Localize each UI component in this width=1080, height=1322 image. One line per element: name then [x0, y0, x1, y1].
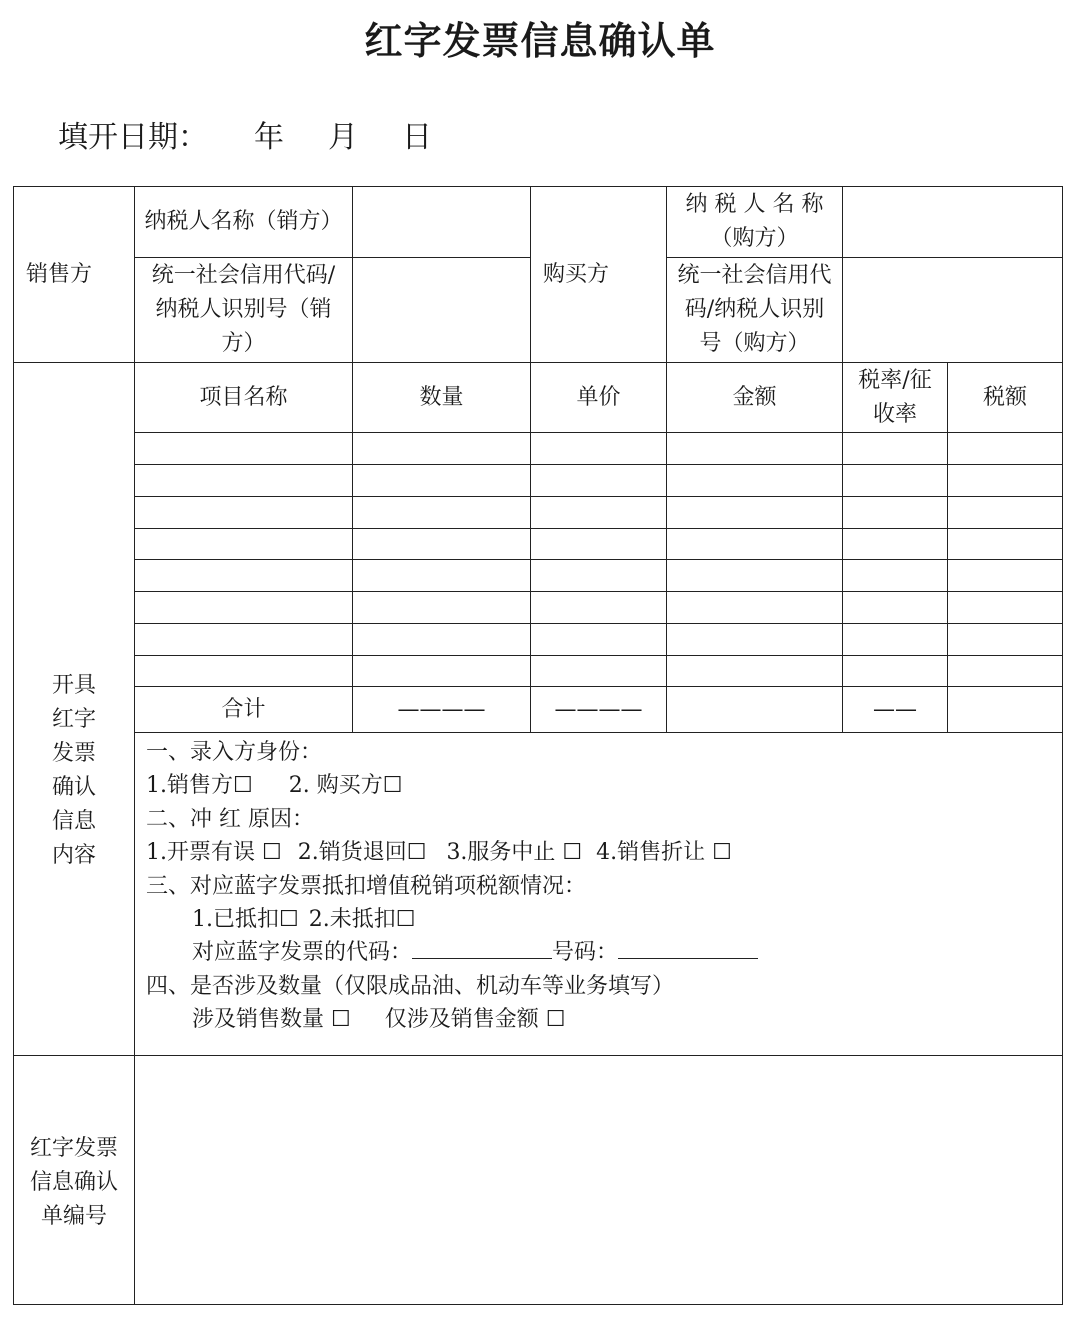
- confirmation-number-field[interactable]: [135, 1056, 1062, 1304]
- seller-name-field[interactable]: [353, 187, 530, 257]
- amount-cell[interactable]: [667, 497, 842, 528]
- item-name-cell[interactable]: [135, 529, 352, 559]
- total-amount[interactable]: [667, 687, 842, 732]
- quantity-cell[interactable]: [353, 560, 530, 591]
- blue-invoice-number-field[interactable]: [618, 936, 758, 959]
- blue-invoice-line: [146, 936, 758, 969]
- items-section-label: 开具 红字 发票 确认 信息 内容: [51, 673, 96, 868]
- amount-cell[interactable]: [667, 624, 842, 655]
- tax-amount-cell[interactable]: [948, 529, 1062, 559]
- seller-name-label: 纳税人名称（销方）: [144, 209, 343, 234]
- blue-invoice-number-label: 号码：: [552, 940, 619, 966]
- item-name-cell[interactable]: [135, 497, 352, 528]
- total-tax-amount[interactable]: [948, 687, 1062, 732]
- reason-service-stop-checkbox[interactable]: 3.服务中止 ☐: [446, 840, 583, 866]
- tax-amount-cell[interactable]: [948, 560, 1062, 591]
- unit-price-cell[interactable]: [531, 433, 666, 464]
- confirmation-number-label: 红字发票 信息确认 单编号: [29, 1136, 118, 1229]
- seller-code-field[interactable]: [353, 258, 530, 362]
- deduction-options: [146, 903, 758, 936]
- tax-amount-cell[interactable]: [948, 656, 1062, 686]
- amount-cell[interactable]: [667, 560, 842, 591]
- unit-price-cell[interactable]: [531, 497, 666, 528]
- item-name-cell[interactable]: [135, 656, 352, 686]
- tax-amount-cell[interactable]: [948, 497, 1062, 528]
- unit-price-cell[interactable]: [531, 529, 666, 559]
- total-label: 合计: [221, 696, 266, 722]
- blue-invoice-code-label: 对应蓝字发票的代码：: [192, 940, 413, 966]
- header-item-name: 项目名称: [199, 384, 288, 410]
- reason-sales-discount-checkbox[interactable]: 4.销售折让 ☐: [596, 840, 732, 866]
- item-name-cell[interactable]: [135, 465, 352, 496]
- item-name-cell[interactable]: [135, 433, 352, 464]
- amount-cell[interactable]: [667, 656, 842, 686]
- form-title: 红字发票信息确认单: [364, 19, 716, 63]
- buyer-section-label: 购买方: [543, 261, 610, 287]
- deduction-question: 三、对应蓝字发票抵扣增值税销项税额情况：: [146, 873, 587, 899]
- header-unit-price: 单价: [576, 384, 621, 410]
- tax-rate-cell[interactable]: [843, 529, 947, 559]
- header-tax-amount: 税额: [982, 384, 1027, 410]
- red-reason-options: [146, 836, 758, 869]
- red-reason-question: 二、冲 红 原因：: [146, 806, 314, 832]
- fill-date-month[interactable]: 月: [328, 120, 358, 155]
- not-deducted-checkbox[interactable]: 2.未抵扣☐: [308, 907, 416, 933]
- involves-quantity-checkbox[interactable]: 涉及销售数量 ☐: [192, 1007, 351, 1033]
- tax-rate-cell[interactable]: [843, 560, 947, 591]
- unit-price-cell[interactable]: [531, 560, 666, 591]
- unit-price-cell[interactable]: [531, 624, 666, 655]
- amount-cell[interactable]: [667, 529, 842, 559]
- option-seller-checkbox[interactable]: 1.销售方☐: [146, 773, 253, 799]
- buyer-name-field[interactable]: [843, 187, 1062, 257]
- buyer-name-label: 纳 税 人 名 称（购方）: [685, 192, 824, 251]
- table-border: [13, 1304, 1063, 1305]
- quantity-cell[interactable]: [353, 656, 530, 686]
- reason-invoice-error-checkbox[interactable]: 1.开票有误 ☐: [146, 840, 282, 866]
- amount-only-checkbox[interactable]: 仅涉及销售金额 ☐: [384, 1007, 566, 1033]
- table-divider: [134, 732, 1063, 733]
- tax-rate-cell[interactable]: [843, 592, 947, 623]
- blue-invoice-code-field[interactable]: [412, 936, 552, 959]
- buyer-code-label: 统一社会信用代码/纳税人识别号（购方）: [677, 263, 832, 356]
- unit-price-cell[interactable]: [531, 465, 666, 496]
- total-tax-rate: ——: [873, 696, 917, 722]
- header-quantity: 数量: [419, 384, 464, 410]
- entry-party-question: 一、录入方身份：: [146, 740, 323, 765]
- tax-rate-cell[interactable]: [843, 465, 947, 496]
- quantity-cell[interactable]: [353, 433, 530, 464]
- deducted-checkbox[interactable]: 1.已抵扣☐: [192, 907, 299, 933]
- header-tax-rate: 税率/征收率: [858, 367, 932, 427]
- quantity-cell[interactable]: [353, 529, 530, 559]
- unit-price-cell[interactable]: [531, 656, 666, 686]
- entry-party-options: [146, 769, 758, 802]
- tax-amount-cell[interactable]: [948, 433, 1062, 464]
- tax-rate-cell[interactable]: [843, 433, 947, 464]
- quantity-cell[interactable]: [353, 497, 530, 528]
- confirmation-details: [146, 736, 758, 1037]
- tax-rate-cell[interactable]: [843, 624, 947, 655]
- item-name-cell[interactable]: [135, 560, 352, 591]
- option-buyer-checkbox[interactable]: 2. 购买方☐: [288, 773, 403, 799]
- seller-code-label: 统一社会信用代码/纳税人识别号（销方）: [151, 263, 336, 356]
- quantity-cell[interactable]: [353, 592, 530, 623]
- quantity-cell[interactable]: [353, 624, 530, 655]
- fill-date-label: 填开日期：: [58, 120, 208, 155]
- unit-price-cell[interactable]: [531, 592, 666, 623]
- tax-amount-cell[interactable]: [948, 592, 1062, 623]
- fill-date-year[interactable]: 年: [254, 120, 284, 155]
- buyer-code-field[interactable]: [843, 258, 1062, 362]
- quantity-question: 四、是否涉及数量（仅限成品油、机动车等业务填写）: [146, 973, 675, 999]
- amount-cell[interactable]: [667, 433, 842, 464]
- tax-rate-cell[interactable]: [843, 656, 947, 686]
- fill-date-day[interactable]: 日: [402, 120, 432, 155]
- item-name-cell[interactable]: [135, 624, 352, 655]
- tax-amount-cell[interactable]: [948, 624, 1062, 655]
- amount-cell[interactable]: [667, 465, 842, 496]
- quantity-cell[interactable]: [353, 465, 530, 496]
- amount-cell[interactable]: [667, 592, 842, 623]
- tax-amount-cell[interactable]: [948, 465, 1062, 496]
- header-amount: 金额: [732, 384, 777, 410]
- seller-section-label: 销售方: [26, 261, 93, 287]
- reason-goods-return-checkbox[interactable]: 2.销货退回☐: [297, 840, 427, 866]
- table-border: [1062, 186, 1063, 1305]
- quantity-options: [146, 1003, 758, 1036]
- tax-rate-cell[interactable]: [843, 497, 947, 528]
- fill-date: [58, 112, 432, 156]
- item-name-cell[interactable]: [135, 592, 352, 623]
- total-quantity: ————: [397, 696, 486, 722]
- total-unit-price: ————: [554, 696, 643, 722]
